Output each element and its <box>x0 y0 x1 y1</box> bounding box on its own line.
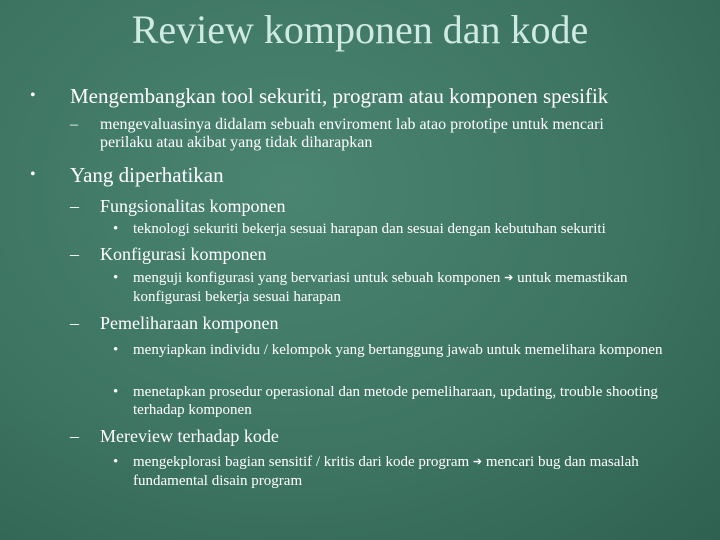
dash-icon: – <box>70 196 79 216</box>
sub-point-1-1 <box>70 116 660 152</box>
item-2-4-1-text: mengekplorasi bagian sensitif / kritis dari kode program ➔ mencari bug dan masalah fundamental disain program <box>133 454 639 489</box>
bullet-icon: • <box>113 270 119 286</box>
bullet-icon: • <box>113 342 119 358</box>
bullet-icon: • <box>30 166 36 183</box>
bullet-icon: • <box>113 384 119 400</box>
sub-point-2-3 <box>70 313 690 333</box>
dash-icon: – <box>70 244 79 264</box>
bullet-icon: • <box>30 87 36 104</box>
sub-point-2-1-text: Fungsionalitas komponen <box>100 196 286 216</box>
arrow-right-icon: ➔ <box>504 272 514 284</box>
point-2-text: Yang diperhatikan <box>70 163 224 187</box>
dash-icon: – <box>70 116 78 133</box>
sub-point-2-4-text: Mereview terhadap kode <box>100 426 279 446</box>
sub-point-2-3-text: Pemeliharaan komponen <box>100 313 279 333</box>
item-2-4-1 <box>113 453 693 490</box>
item-2-3-2 <box>113 383 693 419</box>
slide-title: Review komponen dan kode <box>131 7 589 52</box>
arrow-right-icon: ➔ <box>472 456 483 468</box>
dash-icon: – <box>70 426 79 446</box>
item-2-3-2-text: menetapkan prosedur operasional dan metode pemeliharaan, updating, trouble shooting terhadap komponen <box>133 384 658 418</box>
bullet-icon: • <box>113 454 119 470</box>
bullet-icon: • <box>113 221 119 237</box>
item-2-3-1 <box>113 341 693 359</box>
sub-point-2-1 <box>70 196 690 216</box>
item-2-1-1 <box>113 220 693 238</box>
point-1-text: Mengembangkan tool sekuriti, program atau komponen spesifik <box>70 84 609 108</box>
sub-point-2-4 <box>70 426 690 446</box>
dash-icon: – <box>70 313 79 333</box>
item-2-2-1 <box>113 269 693 306</box>
item-2-2-1-text: menguji konfigurasi yang bervariasi untuk sebuah komponen ➔ untuk memastikan konfigurasi bekerja sesuai harapan <box>133 270 628 305</box>
item-2-3-1-text: menyiapkan individu / kelompok yang bertanggung jawab untuk memelihara komponen <box>133 342 663 358</box>
item-2-1-1-text: teknologi sekuriti bekerja sesuai harapan dan sesuai dengan kebutuhan sekuriti <box>133 221 606 237</box>
sub-point-2-2-text: Konfigurasi komponen <box>100 244 267 264</box>
sub-point-2-2 <box>70 244 690 264</box>
sub-point-1-1-text: mengevaluasinya didalam sebuah enviroment lab atao prototipe untuk mencari perilaku atau akibat yang tidak diharapkan <box>100 116 604 151</box>
